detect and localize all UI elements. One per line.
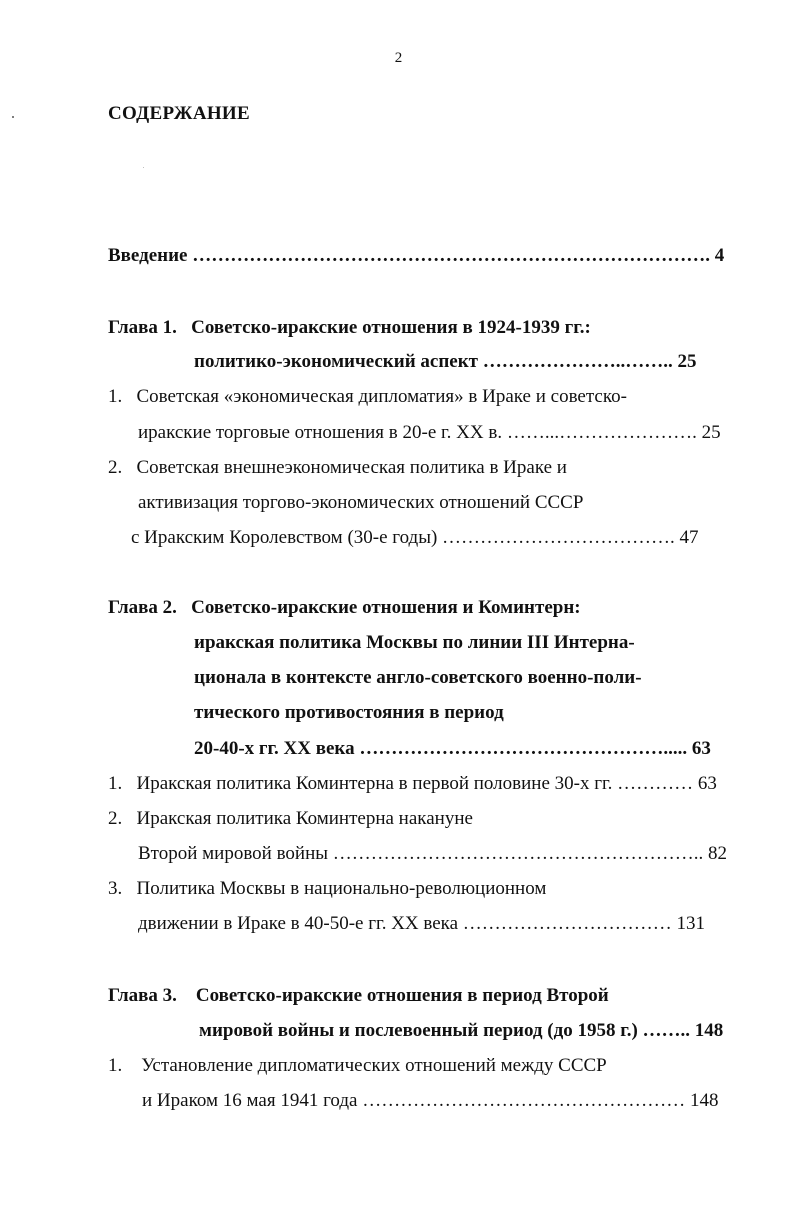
toc-chapter3-title-cont: мировой войны и послевоенный период (до 1958 г.) …….. 148 xyxy=(199,1020,724,1041)
toc-chapter1-section1-cont: иракские торговые отношения в 20-е г. ХХ в. ……...…………………. 25 xyxy=(138,422,721,443)
scan-speck xyxy=(12,116,14,118)
page-number: 2 xyxy=(394,50,403,66)
toc-chapter3-section1-cont: и Ираком 16 мая 1941 года …………………………………………… 148 xyxy=(142,1090,719,1111)
contents-heading: СОДЕРЖАНИЕ xyxy=(108,103,250,124)
toc-chapter1-section2-cont: активизация торгово-экономических отношений СССР xyxy=(138,492,584,513)
toc-chapter1-title-cont: политико-экономический аспект …………………..…….. 25 xyxy=(194,351,697,372)
toc-chapter2-section1: 1. Иракская политика Коминтерна в первой половине 30-х гг. ………… 63 xyxy=(108,773,717,794)
toc-chapter3-title: Глава 3. Советско-иракские отношения в период Второй xyxy=(108,985,609,1006)
toc-chapter2-title-cont: 20-40-х гг. ХХ века …………………………………………..... 63 xyxy=(194,738,711,759)
toc-chapter1-section2: 2. Советская внешнеэкономическая политика в Ираке и xyxy=(108,457,567,478)
toc-chapter2-section3: 3. Политика Москвы в национально-революционном xyxy=(108,878,547,899)
toc-entry-intro: Введение ………………………………………………………………………. 4 xyxy=(108,245,725,266)
toc-chapter2-title-cont: иракская политика Москвы по линии III Интерна- xyxy=(194,632,635,653)
toc-chapter1-section2-cont: с Иракским Королевством (30-е годы) ………………………………. 47 xyxy=(131,527,699,548)
scan-speck xyxy=(143,167,144,168)
toc-chapter1-section1: 1. Советская «экономическая дипломатия» в Ираке и советско- xyxy=(108,386,627,407)
toc-chapter3-section1: 1. Установление дипломатических отношений между СССР xyxy=(108,1055,607,1076)
toc-chapter2-section2: 2. Иракская политика Коминтерна накануне xyxy=(108,808,473,829)
toc-chapter2-title-cont: тического противостояния в период xyxy=(194,702,504,723)
toc-chapter2-title-cont: ционала в контексте англо-советского военно-поли- xyxy=(194,667,642,688)
toc-chapter2-section3-cont: движении в Ираке в 40-50-е гг. ХХ века …………………………… 131 xyxy=(138,913,706,934)
toc-chapter2-section2-cont: Второй мировой войны ………………………………………………….. 82 xyxy=(138,843,728,864)
toc-chapter1-title: Глава 1. Советско-иракские отношения в 1924-1939 гг.: xyxy=(108,317,591,338)
toc-chapter2-title: Глава 2. Советско-иракские отношения и Коминтерн: xyxy=(108,597,581,618)
